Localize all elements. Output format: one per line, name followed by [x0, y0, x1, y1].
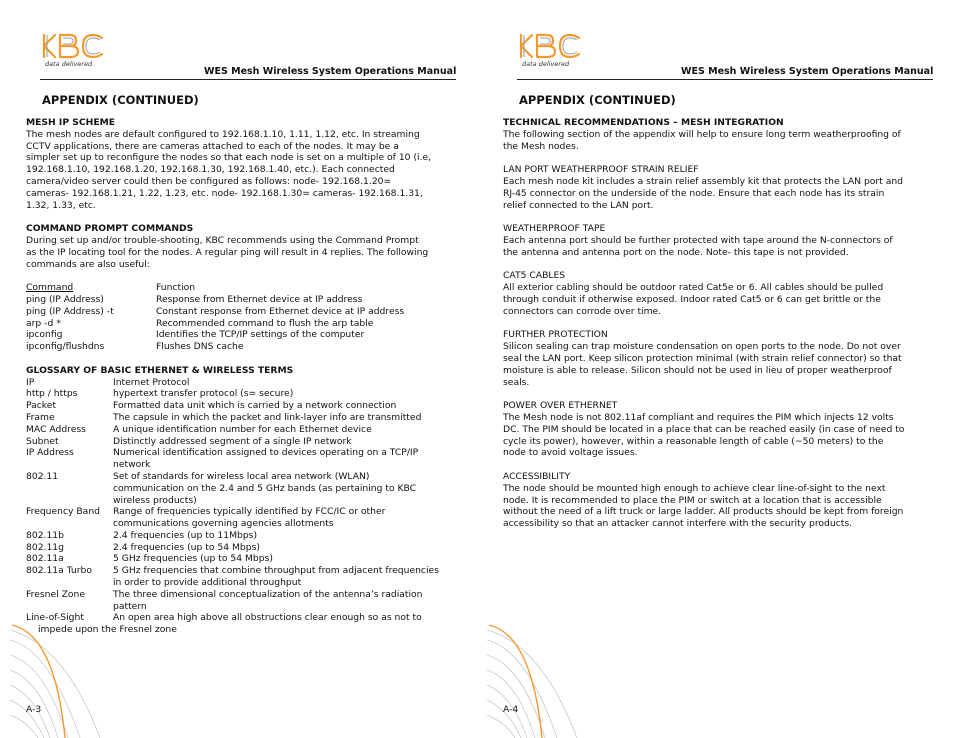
glossary-term: Subnet: [26, 435, 59, 447]
glossary-table: [26, 377, 440, 625]
mesh-ip-line: 192.168.1.10, 192.168.1.20, 192.168.1.30, 192.168.1.40, etc.). Each connected: [26, 164, 395, 176]
appendix-title: APPENDIX (CONTINUED): [519, 93, 676, 107]
table-row: [26, 589, 440, 613]
section-line: Silicon sealing can trap moisture condensation on open ports to the node. Do not over: [503, 341, 901, 353]
section-title: CAT5 CABLES: [503, 270, 566, 282]
tech-line: the Mesh nodes.: [503, 140, 579, 152]
decorative-swoosh: [10, 620, 130, 738]
glossary-term: 802.11a: [26, 553, 64, 565]
table-row: [26, 553, 440, 565]
glossary-definition: Numerical identification assigned to devices operating on a TCP/IP network: [113, 447, 419, 471]
glossary-title: GLOSSARY OF BASIC ETHERNET & WIRELESS TERMS: [26, 364, 294, 376]
glossary-term: Line-of-Sight: [26, 612, 84, 624]
section-line: the antenna and antenna port on the node. Note- this tape is not provided.: [503, 246, 849, 258]
glossary-definition: hypertext transfer protocol (s= secure): [113, 388, 294, 400]
logo-tagline: data delivered: [45, 60, 93, 68]
mesh-ip-title: MESH IP SCHEME: [26, 117, 116, 128]
header-rule: [40, 79, 456, 80]
glossary-definition: Set of standards for wireless local area network (WLAN) communication on the 2.4 and 5 GHz bands (as pertaining to KBC wireless products): [113, 470, 417, 506]
section-line: seal the LAN port. Keep silicon protection minimal (with strain relief connector) so that: [503, 352, 902, 364]
command-table-header: [26, 282, 404, 294]
function-column-header: Function: [156, 282, 196, 294]
command-cell: ipconfig: [26, 329, 63, 341]
table-row: [26, 306, 404, 318]
table-row: [26, 377, 440, 389]
manual-header-title: WES Mesh Wireless System Operations Manual: [204, 66, 457, 77]
decorative-swoosh: [487, 620, 607, 738]
command-cell: ping (IP Address): [26, 293, 104, 305]
table-row: [26, 424, 440, 436]
section-line: Each antenna port should be further protected with tape around the N-connectors of: [503, 234, 893, 246]
glossary-term: IP: [26, 376, 35, 388]
left-content: [26, 117, 462, 636]
glossary-term: http / https: [26, 388, 78, 400]
tech-title: TECHNICAL RECOMMENDATIONS – MESH INTEGRATION: [503, 117, 784, 128]
glossary-definition: A unique identification number for each Ethernet device: [113, 423, 372, 435]
cmd-title: COMMAND PROMPT COMMANDS: [26, 223, 194, 235]
function-cell: Constant response from Ethernet device at IP address: [156, 305, 405, 317]
glossary-term: Frame: [26, 411, 55, 423]
mesh-ip-line: The mesh nodes are default configured to 192.168.1.10, 1.11, 1.12, etc. In streaming: [26, 128, 420, 140]
page-number: A-3: [26, 704, 42, 715]
table-row: [26, 341, 404, 353]
table-row: [26, 436, 440, 448]
glossary-term: 802.11: [26, 470, 59, 482]
section-line: All exterior cabling should be outdoor rated Cat5e or 6. All cables should be pulled: [503, 282, 884, 294]
page-right: [477, 0, 954, 738]
glossary-term: Frequency Band: [26, 506, 100, 518]
section-title: LAN PORT WEATHERPROOF STRAIN RELIEF: [503, 164, 699, 176]
glossary-definition: Formatted data unit which is carried by a network connection: [113, 400, 397, 412]
cmd-line: commands are also useful:: [26, 258, 150, 270]
section-line: node to avoid voltage issues.: [503, 447, 638, 459]
right-content: [503, 117, 943, 530]
mesh-ip-line: CCTV applications, there are cameras attached to each of the nodes. It may be a: [26, 140, 399, 152]
glossary-term: 802.11g: [26, 541, 64, 553]
section-line: node. It is recommended to place the PIM or switch at a location that is accessible: [503, 494, 882, 506]
command-column-header: Command: [26, 282, 74, 294]
section-line: DC. The PIM should be located in a place that can be reached easily (in case of need to: [503, 423, 905, 435]
table-row: [26, 530, 440, 542]
function-cell: Identifies the TCP/IP settings of the computer: [156, 329, 365, 341]
section-line: seals.: [503, 376, 530, 388]
section-line: accessibility so that an attacker cannot interfere with the security products.: [503, 518, 853, 530]
cmd-line: During set up and/or trouble-shooting, KBC recommends using the Command Prompt: [26, 234, 419, 246]
glossary-definition: Distinctly addressed segment of a single IP network: [113, 435, 352, 447]
logo-tagline: data delivered: [522, 60, 570, 68]
section-line: cycle its power), however, within a reasonable length of cable (~50 meters) to the: [503, 435, 884, 447]
table-row: [26, 412, 440, 424]
table-row: [26, 294, 404, 306]
glossary-term: MAC Address: [26, 423, 86, 435]
command-cell: ping (IP Address) -t: [26, 305, 114, 317]
glossary-definition: 5 GHz frequencies (up to 54 Mbps): [113, 553, 273, 565]
section-line: RJ-45 connector on the underside of the node. Ensure that each node has its strain: [503, 187, 885, 199]
appendix-title: APPENDIX (CONTINUED): [42, 93, 199, 107]
table-row: [26, 329, 404, 341]
section-line: The node should be mounted high enough to achieve clear line-of-sight to the next: [503, 482, 886, 494]
table-row: [26, 506, 440, 530]
section-title: FURTHER PROTECTION: [503, 329, 608, 341]
table-row: [26, 565, 440, 589]
section-line: through conduit if otherwise exposed. Indoor rated Cat5 or 6 can get brittle or the: [503, 293, 881, 305]
table-row: [26, 400, 440, 412]
section-line: connectors can corrode over time.: [503, 305, 662, 317]
mesh-ip-line: camera/video server could then be configured as follows: node- 192.168.1.20=: [26, 175, 392, 187]
command-cell: arp -d *: [26, 317, 61, 329]
command-table: [26, 282, 404, 353]
mesh-ip-line: simpler set up to reconfigure the nodes so that each node is set on a multiple of 10 (i.e,: [26, 152, 432, 164]
section-title: ACCESSIBILITY: [503, 470, 571, 482]
function-cell: Recommended command to flush the arp table: [156, 317, 374, 329]
section-line: The Mesh node is not 802.11af compliant and requires the PIM which injects 12 volts: [503, 411, 894, 423]
glossary-definition: An open area high above all obstructions clear enough so as not to: [113, 612, 422, 624]
glossary-definition: 2.4 frequencies (up to 54 Mbps): [113, 541, 260, 553]
section-line: relief connected to the LAN port.: [503, 199, 654, 211]
page-number: A-4: [503, 704, 519, 715]
section-title: WEATHERPROOF TAPE: [503, 223, 606, 235]
glossary-definition: 2.4 frequencies (up to 11Mbps): [113, 529, 258, 541]
glossary-continuation-text: impede upon the Fresnel zone: [38, 624, 177, 636]
command-cell: ipconfig/flushdns: [26, 341, 105, 353]
glossary-definition: Range of frequencies typically identified by FCC/IC or other communications governing agencies allotments: [113, 506, 386, 530]
table-row: [26, 318, 404, 330]
table-row: [26, 471, 440, 506]
section-title: POWER OVER ETHERNET: [503, 400, 618, 412]
tech-line: The following section of the appendix will help to ensure long term weatherproofing of: [503, 128, 901, 140]
cmd-line: as the IP locating tool for the nodes. A regular ping will result in 4 replies. The following: [26, 246, 429, 258]
glossary-definition: 5 GHz frequencies that combine throughput from adjacent frequencies in order to provide additional throughput: [113, 565, 439, 589]
mesh-ip-line: 1.32, 1.33, etc.: [26, 199, 96, 211]
glossary-term: IP Address: [26, 447, 74, 459]
manual-header-title: WES Mesh Wireless System Operations Manual: [681, 66, 934, 77]
section-line: Each mesh node kit includes a strain relief assembly kit that protects the LAN port and: [503, 175, 903, 187]
header-rule: [517, 79, 933, 80]
glossary-definition: The capsule in which the packet and link-layer info are transmitted: [113, 411, 422, 423]
mesh-ip-line: cameras- 192.168.1.21, 1.22, 1.23, etc. node- 192.168.1.30= cameras- 192.168.1.31,: [26, 187, 423, 199]
table-row: [26, 388, 440, 400]
section-line: moisture is able to release. Silicon should not be used in lieu of proper weatherproof: [503, 364, 892, 376]
glossary-definition: Internet Protocol: [113, 376, 190, 388]
glossary-term: Packet: [26, 400, 57, 412]
function-cell: Response from Ethernet device at IP address: [156, 293, 363, 305]
glossary-term: 802.11b: [26, 529, 64, 541]
section-line: without the need of a lift truck or large ladder. All products should be kept from foreign: [503, 506, 904, 518]
table-row: [26, 447, 440, 471]
glossary-term: 802.11a Turbo: [26, 565, 92, 577]
table-row: [26, 542, 440, 554]
glossary-term: Fresnel Zone: [26, 588, 85, 600]
function-cell: Flushes DNS cache: [156, 341, 244, 353]
glossary-definition: The three dimensional conceptualization of the antenna’s radiation pattern: [113, 588, 423, 612]
